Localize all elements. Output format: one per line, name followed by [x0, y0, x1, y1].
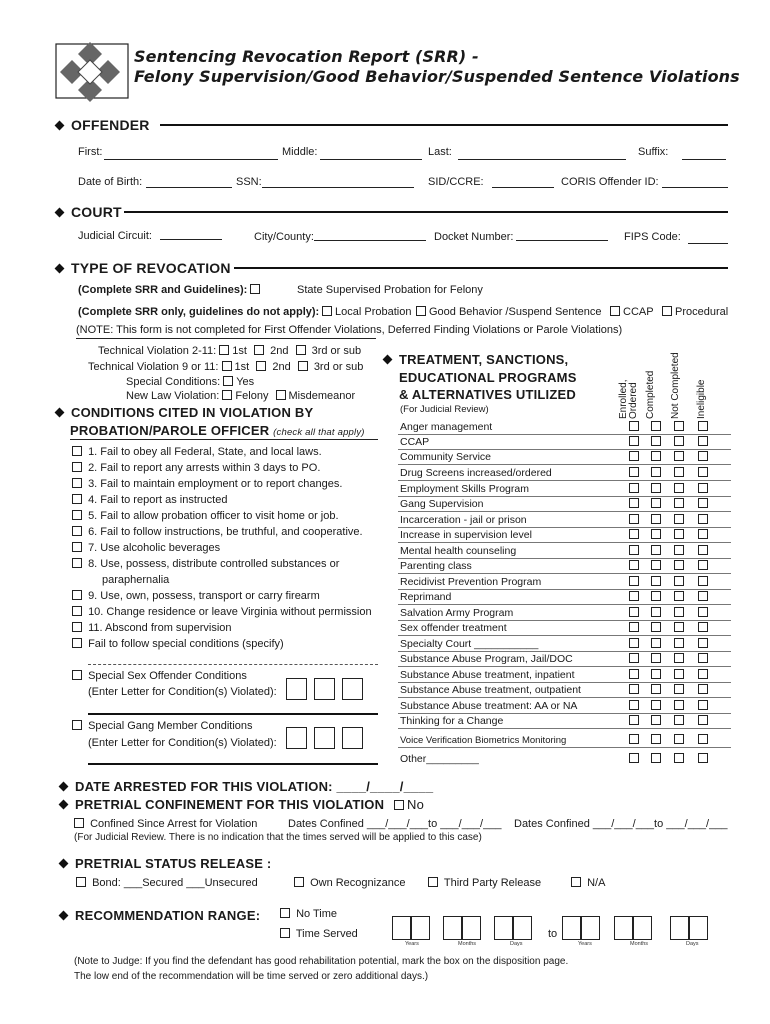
high-months-box[interactable]	[633, 916, 652, 940]
treatment-checkbox[interactable]	[651, 514, 661, 524]
checkbox[interactable]	[610, 306, 620, 316]
treatment-checkbox[interactable]	[674, 576, 684, 586]
treatment-label: Anger management	[400, 421, 493, 433]
fips-field[interactable]	[688, 243, 728, 244]
treatment-checkbox[interactable]	[698, 436, 708, 446]
tech-9-11-1st-checkbox[interactable]	[222, 361, 232, 371]
treatment-checkbox[interactable]	[698, 483, 708, 493]
na-option[interactable]: N/A	[571, 877, 605, 889]
treatment-label: Substance Abuse treatment: AA or NA	[400, 700, 578, 712]
treatment-checkbox[interactable]	[651, 622, 661, 632]
treatment-row	[398, 636, 731, 652]
sex-offender-item[interactable]: Special Sex Offender Conditions	[72, 670, 247, 682]
treatment-checkbox[interactable]	[651, 498, 661, 508]
circuit-label: Judicial Circuit:	[78, 230, 152, 242]
condition-item[interactable]: 10. Change residence or leave Virginia without permission	[72, 606, 372, 618]
treatment-checkbox[interactable]	[651, 734, 661, 744]
treatment-label: Mental health counseling	[400, 545, 517, 557]
treatment-label: Incarceration - jail or prison	[400, 514, 527, 526]
high-months-box[interactable]	[614, 916, 633, 940]
state-supervised-label: State Supervised Probation for Felony	[297, 284, 483, 296]
judge-note-1: (Note to Judge: If you find the defendant has good rehabilitation potential, mark the box on the disposition page.	[74, 956, 569, 967]
last-name-field[interactable]	[458, 159, 626, 160]
third-party-option[interactable]: Third Party Release	[428, 877, 541, 889]
treatment-checkbox[interactable]	[651, 560, 661, 570]
treatment-label: Substance Abuse treatment, inpatient	[400, 669, 575, 681]
treatment-label: Increase in supervision level	[400, 529, 532, 541]
docket-field[interactable]	[516, 240, 608, 241]
treatment-checkbox[interactable]	[629, 576, 639, 586]
suffix-field[interactable]	[682, 159, 726, 160]
treatment-checkbox[interactable]	[651, 436, 661, 446]
treatment-checkbox[interactable]	[698, 451, 708, 461]
treatment-checkbox[interactable]	[674, 560, 684, 570]
low-years-box[interactable]	[411, 916, 430, 940]
condition-item[interactable]: 11. Abscond from supervision	[72, 622, 232, 634]
treatment-row	[398, 558, 731, 574]
treatment-checkbox[interactable]	[698, 545, 708, 555]
treatment-checkbox[interactable]	[674, 483, 684, 493]
diamond-bullet-icon	[55, 264, 65, 274]
time-served-option[interactable]: Time Served	[280, 928, 358, 940]
treatment-checkbox[interactable]	[629, 529, 639, 539]
gang-letter-box[interactable]	[286, 727, 307, 749]
treatment-checkbox[interactable]	[698, 669, 708, 679]
sex-offender-letter-box[interactable]	[286, 678, 307, 700]
treatment-row	[398, 449, 731, 465]
city-label: City/County:	[254, 231, 314, 243]
treatment-checkbox[interactable]	[698, 638, 708, 648]
treatment-label: Parenting class	[400, 560, 472, 572]
form-title-line2: Felony Supervision/Good Behavior/Suspended Sentence Violations	[134, 67, 740, 86]
treatment-checkbox[interactable]	[629, 684, 639, 694]
recommendation-heading: RECOMMENDATION RANGE:	[60, 908, 260, 923]
treatment-row	[398, 512, 731, 528]
treatment-checkbox[interactable]	[629, 514, 639, 524]
revocation-heading: TYPE OF REVOCATION	[56, 260, 231, 276]
treatment-checkbox[interactable]	[651, 483, 661, 493]
treatment-checkbox[interactable]	[698, 653, 708, 663]
treatment-row	[398, 698, 731, 714]
condition-item[interactable]: Fail to follow special conditions (specify)	[72, 638, 284, 650]
treatment-checkbox[interactable]	[629, 451, 639, 461]
treatment-checkbox[interactable]	[674, 514, 684, 524]
treatment-row	[398, 713, 731, 729]
treatment-checkbox[interactable]	[674, 467, 684, 477]
treatment-label: Voice Verification Biometrics Monitoring	[400, 735, 567, 746]
checkbox[interactable]	[662, 306, 672, 316]
low-years-box[interactable]	[392, 916, 411, 940]
treatment-checkbox[interactable]	[629, 715, 639, 725]
dob-label: Date of Birth:	[78, 176, 143, 188]
condition-item[interactable]: 1. Fail to obey all Federal, State, and local laws.	[72, 446, 322, 458]
treatment-label: Reprimand	[400, 591, 452, 603]
treatment-checkbox[interactable]	[651, 669, 661, 679]
treatment-checkbox[interactable]	[674, 607, 684, 617]
treatment-checkbox[interactable]	[651, 700, 661, 710]
sex-offender-letter-box[interactable]	[314, 678, 335, 700]
circuit-field[interactable]	[160, 239, 222, 240]
high-years-label: Years	[578, 941, 592, 947]
fips-label: FIPS Code:	[624, 231, 681, 243]
treatment-checkbox[interactable]	[674, 421, 684, 431]
treatment-checkbox[interactable]	[629, 545, 639, 555]
treatment-checkbox[interactable]	[698, 715, 708, 725]
state-supervised-checkbox[interactable]	[250, 284, 260, 294]
diamond-bullet-icon	[55, 408, 65, 418]
offender-divider	[160, 124, 728, 126]
high-days-box[interactable]	[670, 916, 689, 940]
first-name-label: First:	[78, 146, 103, 158]
col-ineligible: Ineligible	[696, 379, 707, 419]
coris-label: CORIS Offender ID:	[561, 176, 659, 188]
special-conditions-field[interactable]	[88, 664, 378, 665]
tech-9-11-row: Technical Violation 9 or 11: 1st 2nd 3rd or sub	[88, 361, 364, 373]
treatment-checkbox[interactable]	[629, 669, 639, 679]
treatment-row	[398, 751, 731, 766]
treatment-row	[398, 667, 731, 683]
felony-checkbox[interactable]	[222, 390, 232, 400]
treatment-checkbox[interactable]	[651, 576, 661, 586]
gang-divider	[88, 763, 378, 765]
sex-offender-enter-letter: (Enter Letter for Condition(s) Violated):	[88, 686, 277, 698]
no-time-option[interactable]: No Time	[280, 908, 337, 920]
treatment-checkbox[interactable]	[698, 560, 708, 570]
conditions-heading-2: PROBATION/PAROLE OFFICER (check all that apply)	[70, 423, 365, 438]
special-conditions-row: Special Conditions: Yes	[126, 376, 255, 388]
new-law-row: New Law Violation: Felony Misdemeanor	[126, 390, 356, 402]
checkbox[interactable]	[416, 306, 426, 316]
treatment-checkbox[interactable]	[674, 529, 684, 539]
treatment-label: Sex offender treatment	[400, 622, 507, 634]
treatment-subheading: (For Judicial Review)	[400, 404, 489, 415]
treatment-row	[398, 527, 731, 543]
note-underline	[76, 338, 376, 339]
treatment-checkbox[interactable]	[674, 653, 684, 663]
diamond-bullet-icon	[59, 859, 69, 869]
col-enrolled: Enrolled, Ordered	[618, 379, 639, 419]
court-divider	[124, 211, 728, 213]
treatment-label: Thinking for a Change	[400, 715, 504, 727]
condition-item[interactable]: 2. Fail to report any arrests within 3 days to PO.	[72, 462, 320, 474]
low-months-label: Months	[458, 941, 477, 947]
diamond-bullet-icon	[59, 911, 69, 921]
treatment-checkbox[interactable]	[651, 451, 661, 461]
treatment-checkbox[interactable]	[674, 638, 684, 648]
dates-confined-1[interactable]: Dates Confined ___/___/___to ___/___/___	[288, 818, 502, 830]
form-title-line1: Sentencing Revocation Report (SRR) -	[134, 47, 479, 66]
checkbox[interactable]	[322, 306, 332, 316]
confined-since[interactable]: Confined Since Arrest for Violation	[74, 818, 257, 830]
treatment-row	[398, 620, 731, 636]
good-behavior-option[interactable]: Good Behavior /Suspend Sentence	[416, 306, 601, 318]
tech-2-11-3rd-checkbox[interactable]	[296, 345, 306, 355]
treatment-checkbox[interactable]	[651, 421, 661, 431]
docket-label: Docket Number:	[434, 231, 514, 243]
gang-letter-box[interactable]	[314, 727, 335, 749]
treatment-checkbox[interactable]	[651, 591, 661, 601]
court-heading: COURT	[56, 204, 122, 220]
treatment-label: Gang Supervision	[400, 498, 484, 510]
low-days-label: Days	[510, 941, 523, 947]
misdemeanor-checkbox[interactable]	[276, 390, 286, 400]
logo-diamonds	[50, 40, 134, 104]
middle-name-label: Middle:	[282, 146, 318, 158]
treatment-checkbox[interactable]	[698, 607, 708, 617]
high-years-box[interactable]	[581, 916, 600, 940]
gang-enter-letter: (Enter Letter for Condition(s) Violated):	[88, 737, 277, 749]
treatment-row	[398, 574, 731, 590]
pretrial-status-heading: PRETRIAL STATUS RELEASE :	[60, 856, 271, 871]
sid-field[interactable]	[492, 187, 554, 188]
tech-9-11-2nd-checkbox[interactable]	[256, 361, 266, 371]
treatment-checkbox[interactable]	[629, 753, 639, 763]
treatment-checkbox[interactable]	[651, 607, 661, 617]
treatment-label: Specialty Court ___________	[400, 638, 539, 650]
coris-field[interactable]	[662, 187, 728, 188]
treatment-checkbox[interactable]	[698, 514, 708, 524]
treatment-checkbox[interactable]	[674, 545, 684, 555]
treatment-heading-2: EDUCATIONAL PROGRAMS	[399, 370, 577, 385]
low-years-label: Years	[405, 941, 419, 947]
treatment-checkbox[interactable]	[698, 467, 708, 477]
dob-field[interactable]	[146, 187, 232, 188]
treatment-checkbox[interactable]	[629, 560, 639, 570]
treatment-row	[398, 434, 731, 450]
treatment-row	[398, 419, 731, 435]
ssn-label: SSN:	[236, 176, 262, 188]
treatment-checkbox[interactable]	[674, 498, 684, 508]
sid-label: SID/CCRE:	[428, 176, 484, 188]
tech-2-11-1st-checkbox[interactable]	[219, 345, 229, 355]
last-name-label: Last:	[428, 146, 452, 158]
condition-item[interactable]: 3. Fail to maintain employment or to report changes.	[72, 478, 342, 490]
treatment-checkbox[interactable]	[674, 734, 684, 744]
treatment-checkbox[interactable]	[629, 653, 639, 663]
middle-name-field[interactable]	[320, 159, 422, 160]
own-recognizance-option[interactable]: Own Recognizance	[294, 877, 405, 889]
treatment-checkbox[interactable]	[698, 421, 708, 431]
treatment-checkbox[interactable]	[698, 684, 708, 694]
high-days-box[interactable]	[689, 916, 708, 940]
treatment-heading: TREATMENT, SANCTIONS,	[384, 352, 568, 367]
treatment-label: Substance Abuse Program, Jail/DOC	[400, 653, 573, 665]
no-confinement-checkbox[interactable]	[394, 800, 404, 810]
condition-item[interactable]: 7. Use alcoholic beverages	[72, 542, 220, 554]
treatment-heading-3: & ALTERNATIVES UTILIZED	[399, 387, 576, 402]
judicial-review-note: (For Judicial Review. There is no indication that the times served will be applied to this case)	[74, 832, 482, 843]
treatment-checkbox[interactable]	[651, 753, 661, 763]
treatment-checkbox[interactable]	[651, 529, 661, 539]
ssn-field[interactable]	[262, 187, 414, 188]
low-months-box[interactable]	[462, 916, 481, 940]
pretrial-confinement: PRETRIAL CONFINEMENT FOR THIS VIOLATION No	[60, 797, 424, 812]
treatment-row	[398, 589, 731, 605]
complete-srr-label: (Complete SRR and Guidelines):	[78, 284, 263, 296]
treatment-checkbox[interactable]	[629, 421, 639, 431]
treatment-row	[398, 651, 731, 667]
procedural-option[interactable]: Procedural	[662, 306, 728, 318]
treatment-label: Drug Screens increased/ordered	[400, 467, 552, 479]
tech-9-11-3rd-checkbox[interactable]	[298, 361, 308, 371]
treatment-checkbox[interactable]	[698, 700, 708, 710]
treatment-checkbox[interactable]	[651, 684, 661, 694]
treatment-label: Community Service	[400, 451, 492, 463]
treatment-checkbox[interactable]	[698, 753, 708, 763]
treatment-row	[398, 732, 731, 748]
treatment-checkbox[interactable]	[629, 607, 639, 617]
local-probation-option[interactable]: Local Probation	[322, 306, 411, 318]
high-days-label: Days	[686, 941, 699, 947]
gang-item[interactable]: Special Gang Member Conditions	[72, 720, 253, 732]
treatment-row	[398, 496, 731, 512]
treatment-checkbox[interactable]	[674, 753, 684, 763]
tech-2-11-row: Technical Violation 2-11: 1st 2nd 3rd or sub	[98, 345, 362, 357]
treatment-checkbox[interactable]	[629, 483, 639, 493]
treatment-checkbox[interactable]	[651, 715, 661, 725]
treatment-label: Employment Skills Program	[400, 483, 529, 495]
diamond-bullet-icon	[55, 121, 65, 131]
col-completed: Completed	[645, 370, 656, 419]
sex-offender-letter-box[interactable]	[342, 678, 363, 700]
ccap-option[interactable]: CCAP	[610, 306, 654, 318]
condition-item[interactable]: 9. Use, own, possess, transport or carry firearm	[72, 590, 320, 602]
condition-item[interactable]: 8. Use, possess, distribute controlled substances or	[72, 558, 339, 570]
treatment-checkbox[interactable]	[651, 638, 661, 648]
tech-2-11-2nd-checkbox[interactable]	[254, 345, 264, 355]
diamond-bullet-icon	[55, 208, 65, 218]
diamond-bullet-icon	[383, 355, 393, 365]
range-to-label: to	[548, 928, 558, 940]
treatment-checkbox[interactable]	[674, 684, 684, 694]
treatment-checkbox[interactable]	[629, 622, 639, 632]
city-field[interactable]	[314, 240, 426, 241]
treatment-checkbox[interactable]	[674, 700, 684, 710]
dates-confined-2[interactable]: Dates Confined ___/___/___to ___/___/___	[514, 818, 728, 830]
treatment-checkbox[interactable]	[651, 467, 661, 477]
treatment-checkbox[interactable]	[629, 436, 639, 446]
treatment-row	[398, 481, 731, 497]
suffix-label: Suffix:	[638, 146, 669, 158]
treatment-label: Salvation Army Program	[400, 607, 514, 619]
treatment-label: Other_________	[400, 753, 479, 765]
diamond-bullet-icon	[59, 800, 69, 810]
treatment-checkbox[interactable]	[674, 715, 684, 725]
offender-heading: OFFENDER	[56, 117, 150, 133]
treatment-checkbox[interactable]	[698, 498, 708, 508]
treatment-label: Substance Abuse treatment, outpatient	[400, 684, 581, 696]
high-months-label: Months	[630, 941, 649, 947]
treatment-checkbox[interactable]	[698, 734, 708, 744]
treatment-checkbox[interactable]	[698, 622, 708, 632]
revocation-divider	[234, 267, 728, 269]
treatment-label: CCAP	[400, 436, 430, 448]
treatment-checkbox[interactable]	[629, 591, 639, 601]
treatment-checkbox[interactable]	[674, 669, 684, 679]
low-months-box[interactable]	[443, 916, 462, 940]
treatment-row	[398, 465, 731, 481]
revocation-note: (NOTE: This form is not completed for First Offender Violations, Deferred Finding Violations or Parole Violations)	[76, 324, 623, 336]
first-name-field[interactable]	[104, 159, 278, 160]
treatment-checkbox[interactable]	[651, 653, 661, 663]
treatment-checkbox[interactable]	[629, 638, 639, 648]
treatment-row	[398, 543, 731, 559]
treatment-checkbox[interactable]	[674, 451, 684, 461]
treatment-label: Recidivist Prevention Program	[400, 576, 542, 588]
treatment-checkbox[interactable]	[629, 700, 639, 710]
treatment-checkbox[interactable]	[674, 591, 684, 601]
condition-item[interactable]: 6. Fail to follow instructions, be truthful, and cooperative.	[72, 526, 363, 538]
treatment-checkbox[interactable]	[629, 498, 639, 508]
treatment-row	[398, 605, 731, 621]
treatment-checkbox[interactable]	[629, 467, 639, 477]
bond-option[interactable]: Bond: ___Secured ___Unsecured	[76, 877, 258, 889]
treatment-row	[398, 682, 731, 698]
treatment-checkbox[interactable]	[698, 529, 708, 539]
judge-note-2: The low end of the recommendation will be time served or zero additional days.)	[74, 971, 429, 982]
sex-offender-divider	[88, 713, 378, 715]
conditions-heading: CONDITIONS CITED IN VIOLATION BY	[56, 405, 313, 420]
date-arrested[interactable]: DATE ARRESTED FOR THIS VIOLATION: ____/____/____	[60, 779, 433, 794]
condition-item-continued: paraphernalia	[102, 574, 170, 586]
treatment-checkbox[interactable]	[651, 545, 661, 555]
high-years-box[interactable]	[562, 916, 581, 940]
condition-item[interactable]: 4. Fail to report as instructed	[72, 494, 227, 506]
special-yes-checkbox[interactable]	[223, 376, 233, 386]
col-not-completed: Not Completed	[670, 352, 681, 419]
treatment-checkbox[interactable]	[674, 436, 684, 446]
treatment-checkbox[interactable]	[674, 622, 684, 632]
low-days-box[interactable]	[494, 916, 513, 940]
diamond-bullet-icon	[59, 782, 69, 792]
treatment-checkbox[interactable]	[629, 734, 639, 744]
conditions-underline	[70, 439, 378, 440]
condition-item[interactable]: 5. Fail to allow probation officer to visit home or job.	[72, 510, 339, 522]
low-days-box[interactable]	[513, 916, 532, 940]
srr-only-label: (Complete SRR only, guidelines do not apply):	[78, 306, 320, 318]
treatment-checkbox[interactable]	[698, 591, 708, 601]
gang-letter-box[interactable]	[342, 727, 363, 749]
treatment-checkbox[interactable]	[698, 576, 708, 586]
